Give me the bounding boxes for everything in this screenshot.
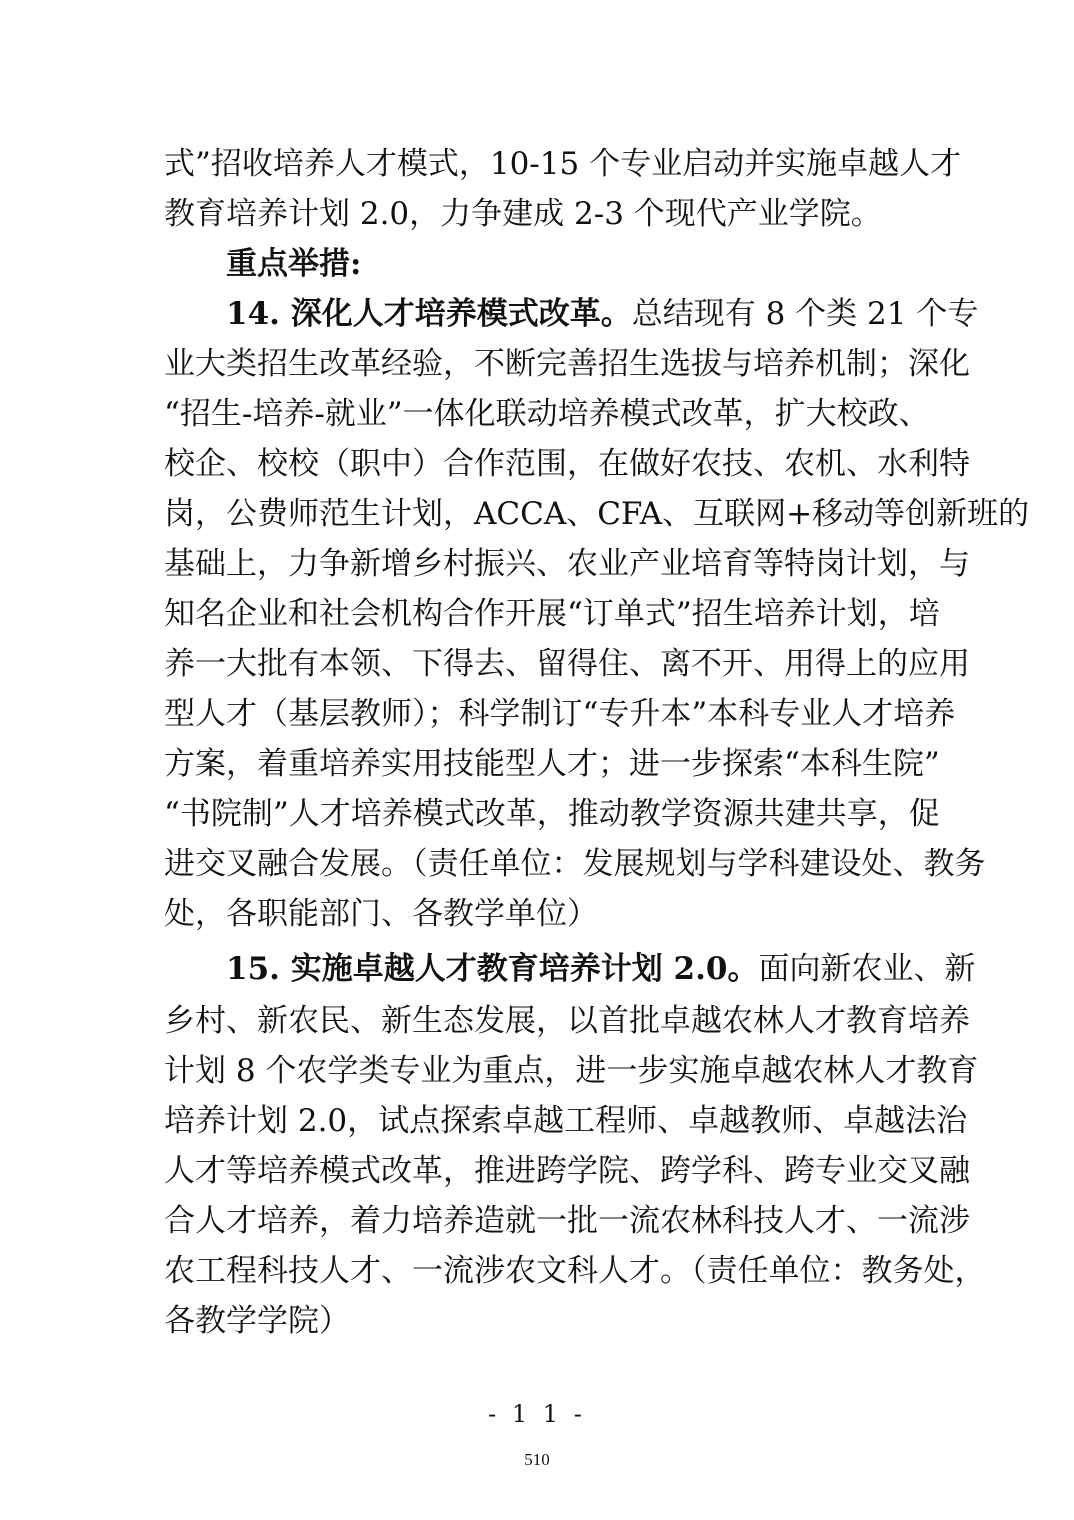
item-14-first-line (226, 288, 979, 340)
paragraph-line: 合人才培养，着力培养造就一批一流农林科技人才、一流涉 (164, 1203, 970, 1239)
footer-number: 510 (524, 1450, 550, 1469)
paragraph-line: 乡村、新农民、新生态发展，以首批卓越农林人才教育培养 (164, 1003, 970, 1039)
paragraph-line: 型人才（基层教师）；科学制订“专升本”本科专业人才培养 (164, 696, 956, 732)
item-15-first-line (226, 943, 976, 995)
paragraph-line: 基础上，力争新增乡村振兴、农业产业培育等特岗计划，与 (164, 546, 970, 582)
section-heading: 重点举措: (226, 246, 362, 282)
item-15-title: 15. 实施卓越人才教育培养计划 2.0。 (226, 951, 759, 987)
paragraph-line: 业大类招生改革经验，不断完善招生选拔与培养机制；深化 (164, 346, 970, 382)
paragraph-line: 处，各职能部门、各教学单位） (164, 896, 598, 932)
paragraph-line: 校企、校校（职中）合作范围，在做好农技、农机、水利特 (164, 446, 970, 482)
paragraph-line: 式”招收培养人才模式，10-15 个专业启动并实施卓越人才 (164, 146, 962, 182)
paragraph-line: 岗，公费师范生计划，ACCA、CFA、互联网+移动等创新班的 (164, 496, 1030, 532)
paragraph-line: 计划 8 个农学类专业为重点，进一步实施卓越农林人才教育 (164, 1053, 979, 1089)
paragraph-line: 教育培养计划 2.0，力争建成 2-3 个现代产业学院。 (164, 196, 882, 232)
paragraph-line: “书院制”人才培养模式改革，推动教学资源共建共享，促 (164, 796, 940, 832)
paragraph-line: 农工程科技人才、一流涉农文科人才。（责任单位：教务处， (164, 1253, 986, 1289)
paragraph-line: 各教学学院） (164, 1303, 350, 1339)
paragraph-line: 培养计划 2.0，试点探索卓越工程师、卓越教师、卓越法治 (164, 1103, 968, 1139)
paragraph-line: 进交叉融合发展。（责任单位：发展规划与学科建设处、教务 (164, 846, 986, 882)
item-15-text: 面向新农业、新 (758, 951, 976, 987)
item-14-text: 总结现有 8 个类 21 个专 (631, 296, 979, 332)
paragraph-line: 养一大批有本领、下得去、留得住、离不开、用得上的应用 (164, 646, 970, 682)
paragraph-line: 方案，着重培养实用技能型人才；进一步探索“本科生院” (164, 746, 940, 782)
paragraph-line: “招生-培养-就业”一体化联动培养模式改革，扩大校政、 (164, 396, 930, 432)
paragraph-line: 人才等培养模式改革，推进跨学院、跨学科、跨专业交叉融 (164, 1153, 970, 1189)
page-number: - 1 1 - (488, 1400, 586, 1428)
item-14-title: 14. 深化人才培养模式改革。 (226, 296, 632, 332)
paragraph-line: 知名企业和社会机构合作开展“订单式”招生培养计划，培 (164, 596, 940, 632)
